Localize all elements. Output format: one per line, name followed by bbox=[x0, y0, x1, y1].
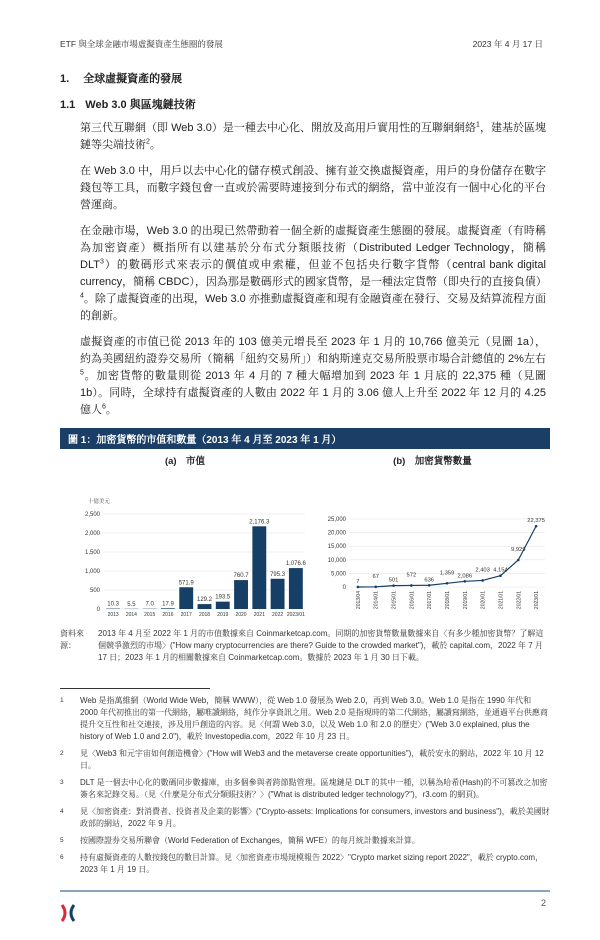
data-label: 5.5 bbox=[127, 602, 136, 608]
footnote bbox=[60, 852, 550, 876]
x-tick-label: 2019 bbox=[217, 612, 228, 617]
data-label: 1,359 bbox=[440, 570, 455, 576]
data-label: 10.3 bbox=[107, 602, 119, 608]
data-label: 17.9 bbox=[162, 601, 174, 607]
footnote bbox=[60, 777, 550, 801]
x-tick-label: 2013/04 bbox=[356, 591, 362, 609]
data-point bbox=[517, 559, 520, 562]
x-tick-label: 2021/01 bbox=[498, 591, 504, 609]
paragraph-text: 。加密貨幣的數量則從 2013 年 4 月的 7 種大幅增加到 2023 年 1 月底的 22,375 種（見圖 1b）。同時，全球持有虛擬資產的人數由 2022 年 1 月的 3.06 億人上升至 2022 年 12 月的 4.25 億人 bbox=[80, 370, 546, 416]
paragraph-text: 第三代互聯網（即 Web 3.0）是一種去中心化、開放及高用戶實用性的互聯網網絡 bbox=[80, 122, 476, 134]
y-tick-label: 10,000 bbox=[328, 558, 347, 564]
paragraph bbox=[80, 223, 546, 325]
data-point bbox=[374, 586, 377, 589]
y-axis-label: 十億美元 bbox=[88, 497, 111, 505]
header-date: 2023 年 4 月 17 日 bbox=[473, 38, 543, 50]
paragraph bbox=[80, 334, 546, 419]
bar bbox=[289, 568, 303, 609]
bar bbox=[271, 579, 285, 609]
footnote-ref: 2 bbox=[146, 138, 150, 145]
bar bbox=[198, 604, 212, 609]
x-tick-label: 2016/01 bbox=[409, 591, 415, 609]
chart-crypto-count bbox=[315, 453, 550, 622]
figure-charts bbox=[60, 453, 550, 622]
x-tick-label: 2020 bbox=[235, 612, 246, 617]
x-tick-label: 2018/01 bbox=[445, 591, 451, 609]
subsection-number: 1.1 bbox=[60, 99, 75, 111]
y-tick-label: 15,000 bbox=[328, 544, 347, 550]
bar bbox=[161, 608, 175, 609]
source-note bbox=[60, 628, 550, 664]
x-tick-label: 2017/01 bbox=[427, 591, 433, 609]
y-tick-label: 1,000 bbox=[85, 569, 101, 575]
y-tick-label: 2,000 bbox=[85, 531, 101, 537]
footnote-text: DLT 是一個去中心化的數碼同步數據庫，由多個參與者跨節點管理。區塊鏈是 DLT 的其中一種，以稱為哈希(Hash)的不可篡改之加密簽名來記錄交易。（見〈什麼是分布式分類賬技術？〉("What is distributed ledger technology?")，r3.com 的網頁)。 bbox=[80, 777, 550, 801]
x-tick-label: 2015/01 bbox=[392, 591, 398, 609]
footnote-number: 3 bbox=[60, 777, 80, 801]
bar bbox=[252, 526, 266, 609]
data-label: 22,375 bbox=[527, 518, 545, 524]
data-label: 7 bbox=[356, 579, 359, 585]
footnote-text: Web 是指萬維網（World Wide Web，簡稱 WWW），從 Web 1.0 發展為 Web 2.0，再到 Web 3.0。Web 1.0 是指在 1990 年代和 2000 年代初推出的第一代網絡，屬唯讀網絡，純作分享資訊之用。Web 2.0 是指現時的第二代網絡，屬讀寫網絡，並通過平台供應商提升交互性和社交連接，涉及用戶創造的內容。見〈何謂 Web 3.0，以及 Web 1.0 和 2.0 的歷史〉("Web 3.0 explained, plus the history of Web 1.0 and 2.0")，載於 Investopedia.com，2022 年 10 月 23 日。 bbox=[80, 695, 550, 743]
data-point bbox=[481, 579, 484, 582]
section-title: 全球虛擬資產的發展 bbox=[83, 73, 182, 85]
y-tick-label: 5,000 bbox=[331, 571, 347, 577]
x-tick-label: 2022/01 bbox=[516, 591, 522, 609]
x-tick-label: 2021 bbox=[254, 612, 265, 617]
footnote-number: 5 bbox=[60, 835, 80, 847]
y-tick-label: 20,000 bbox=[328, 531, 347, 537]
data-point bbox=[446, 582, 449, 585]
data-label: 2,176.3 bbox=[249, 519, 270, 525]
x-tick-label: 2022 bbox=[272, 612, 283, 617]
data-point bbox=[392, 584, 395, 587]
paragraph-text: ，建基於區塊鏈等尖端技術 bbox=[80, 122, 546, 151]
data-label: 67 bbox=[373, 574, 379, 580]
paragraph-text: 。 bbox=[106, 404, 117, 416]
data-label: 501 bbox=[389, 578, 399, 584]
data-point bbox=[410, 584, 413, 587]
subsection-heading bbox=[60, 96, 550, 112]
data-point bbox=[357, 586, 360, 589]
x-tick-label: 2016 bbox=[162, 612, 173, 617]
bar-chart bbox=[60, 467, 310, 617]
bar bbox=[179, 587, 193, 609]
data-label: 795.3 bbox=[270, 572, 286, 578]
paragraph-text: 虛擬資產的市值已從 2013 年的 103 億美元增長至 2023 年 1 月的 10,766 億美元（見圖 1a），約為美國紐約證券交易所（簡稱「紐約交易所」）和納斯達克交易所股票市場合計總值的 2%左右 bbox=[80, 336, 546, 365]
y-tick-label: 0 bbox=[97, 607, 101, 613]
paragraph bbox=[80, 163, 546, 214]
y-tick-label: 500 bbox=[90, 588, 101, 594]
x-tick-label: 2013 bbox=[108, 612, 119, 617]
x-tick-label: 2023/01 bbox=[534, 591, 540, 609]
x-tick-label: 2014 bbox=[126, 612, 137, 617]
footnote-divider bbox=[60, 688, 210, 689]
data-point bbox=[464, 580, 467, 583]
data-label: 1,076.6 bbox=[286, 561, 307, 567]
x-tick-label: 2023/01 bbox=[287, 612, 305, 617]
data-label: 129.2 bbox=[197, 597, 213, 603]
series-line bbox=[358, 526, 536, 587]
data-label: 572 bbox=[407, 572, 417, 578]
footnote-number: 4 bbox=[60, 806, 80, 830]
footer bbox=[60, 890, 550, 930]
page-number: 2 bbox=[541, 898, 546, 908]
paragraph-text: 在 Web 3.0 中，用戶以去中心化的儲存模式創設、擁有並交換虛擬資產，用戶的身份儲存在數字錢包等工具，而數字錢包會一直或於需要時連接到分布式的網絡，當中並沒有一個中心化的平台營運商。 bbox=[80, 165, 546, 211]
y-tick-label: 1,500 bbox=[85, 550, 101, 556]
footnote-number: 2 bbox=[60, 748, 80, 772]
data-label: 4,154 bbox=[493, 568, 508, 574]
footnote-number: 1 bbox=[60, 695, 80, 743]
footnote bbox=[60, 835, 550, 847]
figure-title: 圖 1：加密貨幣的市值和數量（2013 年 4 月至 2023 年 1 月） bbox=[60, 428, 550, 449]
source-text: 2013 年 4 月至 2022 年 1 月的市值數據來自 Coinmarketcap.com。同期的加密貨幣數量數據來自〈有多少種加密貨幣？了解這個競爭激烈的市場〉("How many cryptocurrencies are there? Guide to the crowded market")，載於 capital.com，2022 年 7 月 17 日；2023 年 1 月的相關數據來自 Coinmarketcap.com。數據於 2023 年 1 月 30 日下載。 bbox=[98, 628, 550, 664]
section-number: 1. bbox=[60, 73, 69, 85]
x-tick-label: 2015 bbox=[144, 612, 155, 617]
footnote-text: 見〈加密資產：對消費者、投資者及企業的影響〉("Crypto-assets: Implications for consumers, investors and business")，載於美國財政部的網站，2022 年 9 月。 bbox=[80, 806, 550, 830]
x-tick-label: 2017 bbox=[181, 612, 192, 617]
chart-market-cap bbox=[60, 453, 310, 622]
data-label: 9,929 bbox=[511, 547, 526, 553]
y-tick-label: 2,500 bbox=[85, 512, 101, 518]
hkex-logo-icon bbox=[60, 904, 76, 927]
y-tick-label: 25,000 bbox=[328, 517, 347, 523]
paragraph-text: 在金融市場，Web 3.0 的出現已然帶動着一個全新的虛擬資產生態圈的發展。虛擬資產（有時稱為加密資產）概指所有以建基於分布式分類賬技術（Distributed Ledger Technology，簡稱 DLT bbox=[80, 225, 546, 271]
footnote-text: 按國際證券交易所聯會（World Federation of Exchanges，簡稱 WFE）的每月統計數據來計算。 bbox=[80, 835, 420, 847]
footnote-text: 見〈Web3 和元宇宙如何創造機會〉("How will Web3 and the metaverse create opportunities")，載於安永的網站，2022 年 10 月 12 日。 bbox=[80, 748, 550, 772]
footnote-ref: 6 bbox=[102, 403, 106, 410]
paragraph-text: ）的數碼形式來表示的價值或申索權，但並不包括央行數字貨幣（central bank digital currency，簡稱 CBDC），因為那是數碼形式的國家貨幣，是一種法定貨幣（即央行的直接負債） bbox=[80, 259, 547, 288]
data-label: 571.9 bbox=[179, 580, 195, 586]
paragraph bbox=[80, 120, 546, 154]
data-point bbox=[428, 584, 431, 587]
page-content bbox=[60, 0, 550, 940]
section-heading bbox=[60, 70, 550, 86]
bar bbox=[216, 602, 230, 609]
data-label: 2,086 bbox=[458, 573, 473, 579]
data-label: 7.0 bbox=[146, 602, 155, 608]
footnote bbox=[60, 748, 550, 772]
subsection-title: Web 3.0 與區塊鏈技術 bbox=[85, 99, 195, 111]
data-label: 2,403 bbox=[475, 567, 490, 573]
paragraph-text: 。 bbox=[150, 139, 161, 151]
paragraph-text: 。除了虛擬資產的出現，Web 3.0 亦推動虛擬資產和現有金融資產在發行、交易及結算流程方面的創新。 bbox=[80, 293, 546, 322]
chart-title: (a) 市值 bbox=[60, 453, 310, 467]
bar bbox=[234, 580, 248, 609]
y-tick-label: 0 bbox=[343, 585, 347, 591]
footnote-ref: 5 bbox=[80, 369, 84, 376]
x-tick-label: 2014/01 bbox=[374, 591, 380, 609]
data-point bbox=[535, 525, 538, 528]
footnote bbox=[60, 695, 550, 743]
footnote-ref: 3 bbox=[100, 258, 104, 265]
footnote-ref: 1 bbox=[476, 121, 480, 128]
footnote-ref: 4 bbox=[80, 292, 84, 299]
footnote-number: 6 bbox=[60, 852, 80, 876]
data-label: 760.7 bbox=[234, 573, 250, 579]
data-point bbox=[499, 574, 502, 577]
header-title: ETF 與全球金融市場虛擬資產生態圈的發展 bbox=[60, 38, 223, 50]
data-label: 636 bbox=[424, 577, 434, 583]
x-tick-label: 2019/01 bbox=[463, 591, 469, 609]
x-tick-label: 2020/01 bbox=[481, 591, 487, 609]
line-chart bbox=[315, 467, 550, 617]
footnote bbox=[60, 806, 550, 830]
source-label: 資料來源： bbox=[60, 628, 98, 664]
data-label: 193.5 bbox=[215, 595, 231, 601]
footnote-text: 持有虛擬資產的人數按錢包的數目計算。見〈加密資產市場規模報告 2022〉"Crypto market sizing report 2022"，載於 crypto.com，2023 年 1 月 19 日。 bbox=[80, 852, 550, 876]
chart-title: (b) 加密貨幣數量 bbox=[315, 453, 550, 467]
x-tick-label: 2018 bbox=[199, 612, 210, 617]
